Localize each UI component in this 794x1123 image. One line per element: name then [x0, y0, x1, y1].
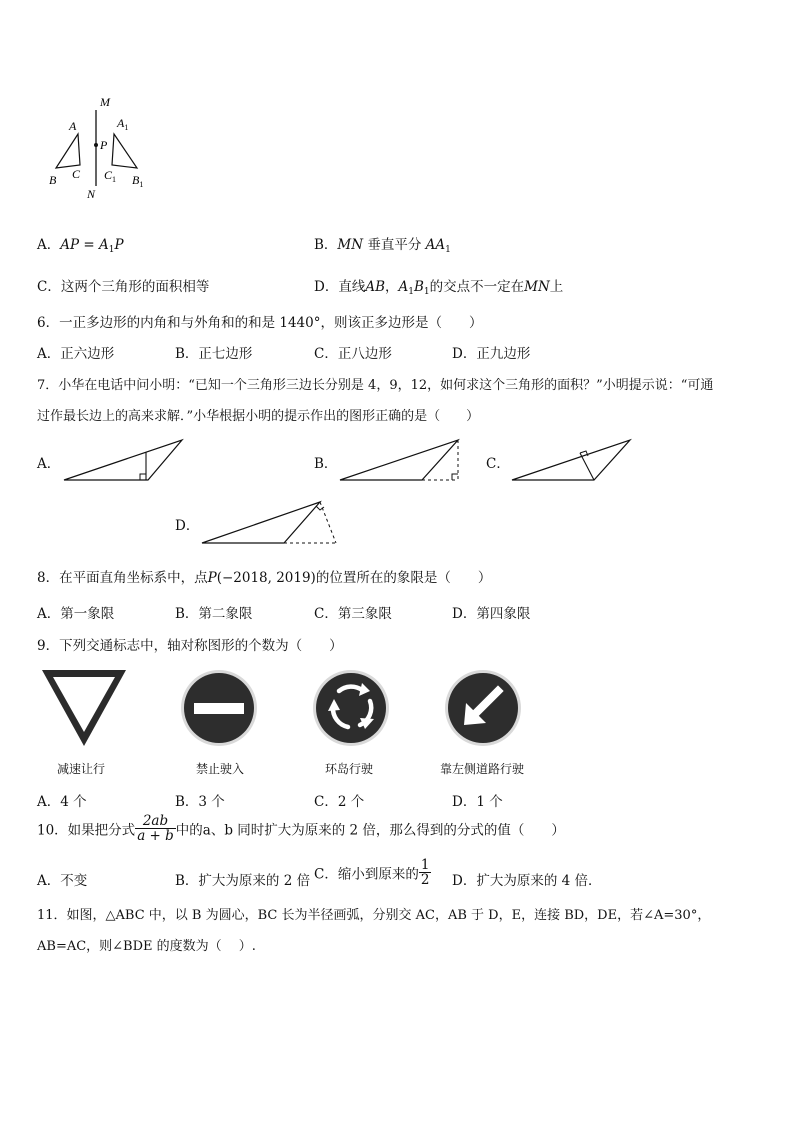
keep-left-sign-icon: [444, 669, 522, 747]
q8-option-d[interactable]: D．第四象限: [452, 606, 531, 622]
q5-option-d[interactable]: D．直线AB，$A_1B_1$的交点不一定在MN上: [314, 279, 564, 297]
q5-option-b[interactable]: B．MN 垂直平分 $AA_1$: [314, 237, 451, 255]
q10-stem: 10．如果把分式 $\frac{2ab}{a + b}$ 中的a、b 同时扩大为原来的 2 倍，那么得到的分式的值（ ）: [37, 813, 565, 845]
q8-stem: 8．在平面直角坐标系中，点P(−2018, 2019)的位置所在的象限是（ ）: [37, 570, 492, 586]
q10-option-b[interactable]: B．扩大为原来的 2 倍: [175, 873, 311, 889]
q6-option-c[interactable]: C．正八边形: [314, 346, 392, 362]
q7-stem-line1: 7．小华在电话中问小明：“已知一个三角形三边长分别是 4，9，12，如何求这个三角形的面积？”小明提示说：“可通: [37, 378, 714, 393]
q9-stem: 9．下列交通标志中，轴对称图形的个数为（ ）: [37, 638, 343, 654]
q10-option-c[interactable]: C．缩小到原来的 $\frac{1}{2}$: [314, 857, 430, 889]
yield-sign-icon: [40, 668, 128, 748]
q7-figure-a: [60, 436, 190, 486]
q7-figure-d: [198, 498, 343, 550]
sign-caption-keep-left: 靠左侧道路行驶: [440, 762, 525, 776]
q6-stem: 6．一正多边形的内角和与外角和的和是 1440°，则该正多边形是（ ）: [37, 315, 483, 331]
q10-option-a[interactable]: A．不变: [37, 873, 88, 889]
q9-option-b[interactable]: B．3 个: [175, 794, 225, 810]
q6-option-b[interactable]: B．正七边形: [175, 346, 253, 362]
q7-option-b[interactable]: B．: [314, 456, 338, 472]
q7-stem-line2: 过作最长边上的高来求解．”小华根据小明的提示作出的图形正确的是（ ）: [37, 409, 480, 424]
label-c: C: [72, 167, 81, 181]
q8-option-a[interactable]: A．第一象限: [37, 606, 115, 622]
label-b: B: [49, 173, 57, 187]
no-entry-sign-icon: [180, 669, 258, 747]
label-p: P: [100, 138, 108, 152]
q6-option-a[interactable]: A．正六边形: [37, 346, 115, 362]
q8-option-b[interactable]: B．第二象限: [175, 606, 253, 622]
label-c1: $C_1$: [104, 168, 117, 184]
q11-stem-line2: AB=AC，则∠BDE 的度数为（ ）.: [37, 939, 256, 954]
q7-figure-c: [508, 436, 638, 486]
q10-fraction: $\frac{2ab}{a + b}$: [137, 813, 174, 845]
sign-caption-roundabout: 环岛行驶: [325, 762, 374, 776]
q7-option-d[interactable]: D．: [175, 518, 200, 534]
triangle-abc: [56, 134, 80, 168]
sign-caption-yield: 减速让行: [57, 762, 106, 776]
label-a: A: [69, 119, 77, 133]
point-p: [94, 143, 98, 147]
roundabout-sign-icon: [312, 669, 390, 747]
q10-c-fraction: $\frac{1}{2}$: [420, 857, 430, 889]
q9-option-a[interactable]: A．4 个: [37, 794, 87, 810]
q9-option-c[interactable]: C．2 个: [314, 794, 365, 810]
q5-option-a[interactable]: A．AP = $A_1P$: [37, 237, 124, 255]
q7-figure-b: [336, 436, 466, 486]
sign-caption-no-entry: 禁止驶入: [196, 762, 245, 776]
label-n: N: [87, 187, 96, 201]
q5-option-c[interactable]: C．这两个三角形的面积相等: [37, 279, 210, 295]
symmetry-figure: [40, 92, 170, 202]
label-b1: $B_1$: [132, 173, 144, 189]
q7-option-c[interactable]: C．: [486, 456, 510, 472]
q8-option-c[interactable]: C．第三象限: [314, 606, 392, 622]
q9-option-d[interactable]: D．1 个: [452, 794, 503, 810]
q11-stem-line1: 11．如图，△ABC 中，以 B 为圆心，BC 长为半径画弧，分别交 AC，AB 于 D，E，连接 BD，DE，若∠A=30°，: [37, 908, 711, 923]
q7-option-a[interactable]: A．: [37, 456, 61, 472]
q10-option-d[interactable]: D．扩大为原来的 4 倍．: [452, 873, 602, 889]
triangle-a1b1c1: [112, 134, 137, 168]
q6-option-d[interactable]: D．正九边形: [452, 346, 531, 362]
label-m: M: [100, 95, 110, 109]
label-a1: $A_1$: [117, 116, 129, 132]
